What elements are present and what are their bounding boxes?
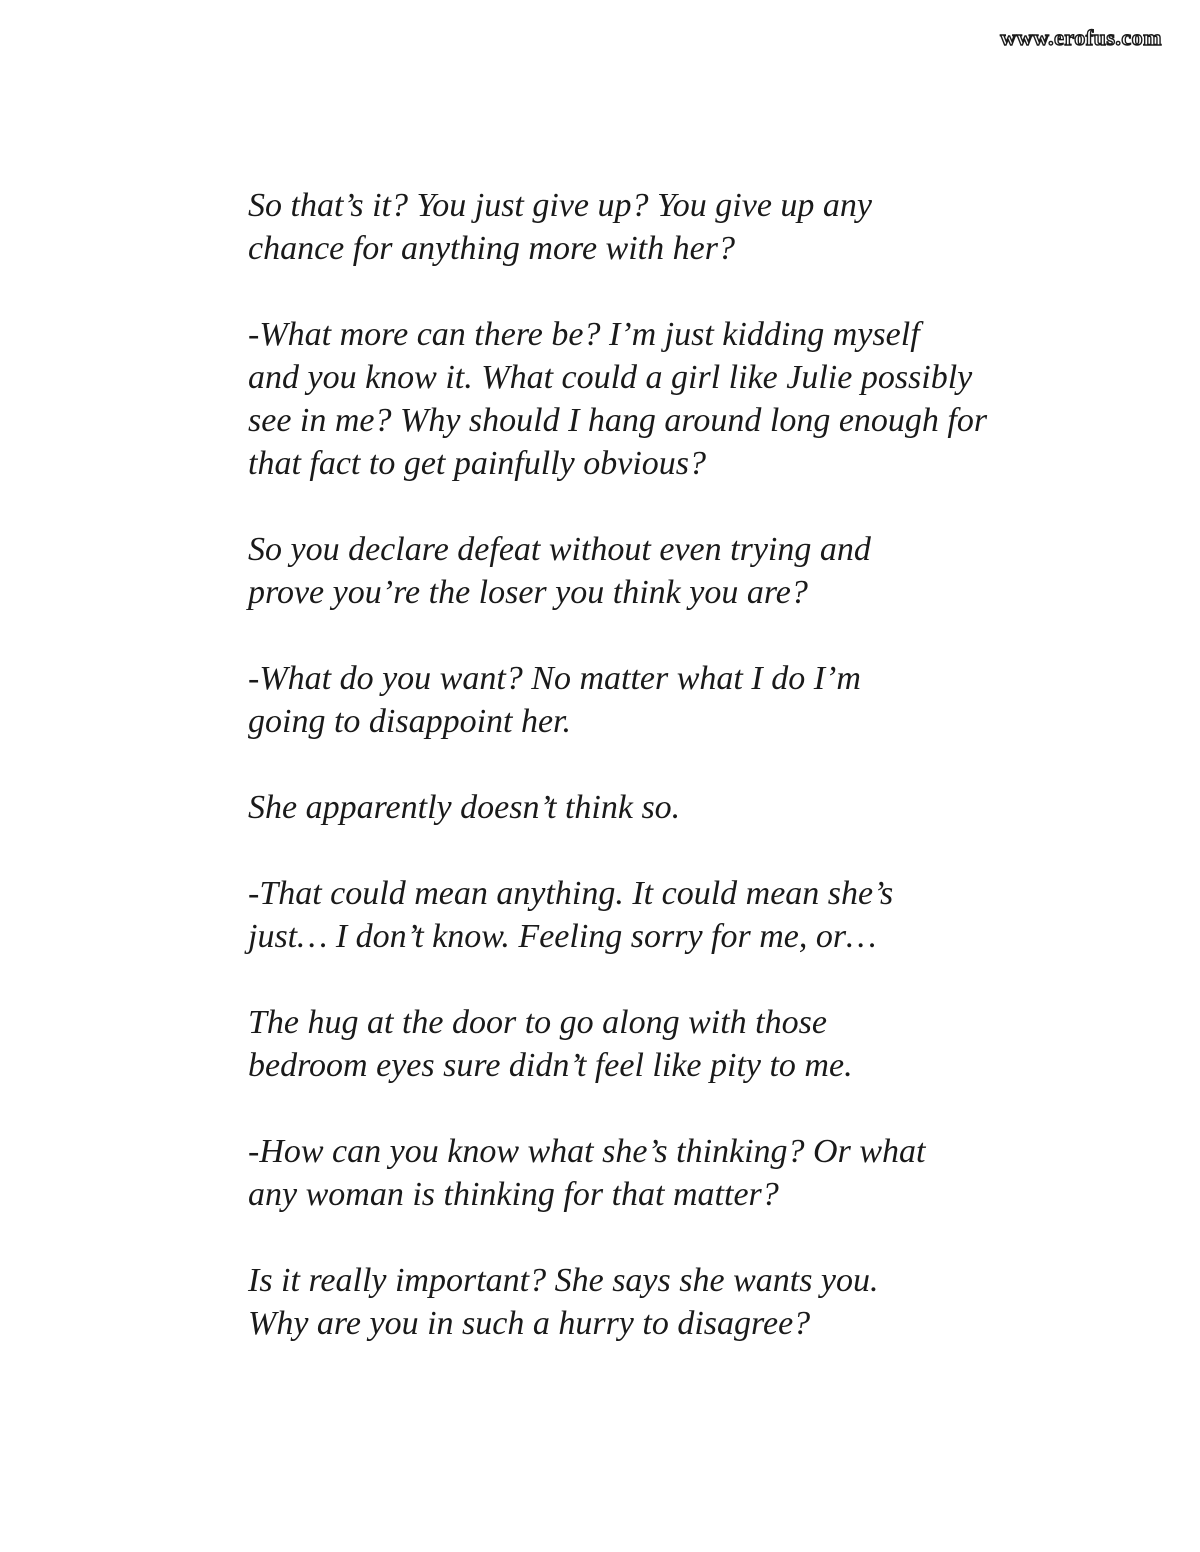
text-line: bedroom eyes sure didn’t feel like pity to me. bbox=[248, 1047, 853, 1084]
paragraph bbox=[176, 786, 1026, 829]
text-line: -That could mean anything. It could mean she’s bbox=[248, 875, 894, 912]
paragraph bbox=[176, 872, 1026, 958]
text-line: see in me? Why should I hang around long enough for bbox=[248, 402, 988, 439]
text-line: prove you’re the loser you think you are? bbox=[248, 574, 808, 611]
watermark: www.erofus.com bbox=[1000, 25, 1162, 50]
text-line: -How can you know what she’s thinking? Or what bbox=[248, 1133, 926, 1170]
paragraph bbox=[176, 657, 1026, 743]
text-line: Why are you in such a hurry to disagree? bbox=[248, 1305, 811, 1342]
paragraph bbox=[176, 1001, 1026, 1087]
text-line: that fact to get painfully obvious? bbox=[248, 445, 707, 482]
text-line: and you know it. What could a girl like Julie possibly bbox=[248, 359, 973, 396]
text-line: So you declare defeat without even trying and bbox=[248, 531, 871, 568]
text-line: She apparently doesn’t think so. bbox=[248, 789, 681, 826]
text-line: -What do you want? No matter what I do I’m bbox=[248, 660, 861, 697]
paragraph bbox=[176, 184, 1026, 270]
paragraph bbox=[176, 313, 1026, 485]
text-line: any woman is thinking for that matter? bbox=[248, 1176, 779, 1213]
paragraph bbox=[176, 1130, 1026, 1216]
text-line: just… I don’t know. Feeling sorry for me, or… bbox=[248, 918, 877, 955]
text-line: going to disappoint her. bbox=[248, 703, 572, 740]
paragraph bbox=[176, 1259, 1026, 1345]
text-line: -What more can there be? I’m just kidding myself bbox=[248, 316, 920, 353]
paragraph bbox=[176, 528, 1026, 614]
text-line: So that’s it? You just give up? You give up any bbox=[248, 187, 873, 224]
text-line: The hug at the door to go along with those bbox=[248, 1004, 827, 1041]
text-line: chance for anything more with her? bbox=[248, 230, 735, 267]
text-line: Is it really important? She says she wants you. bbox=[248, 1262, 879, 1299]
page-body bbox=[176, 184, 1026, 1388]
